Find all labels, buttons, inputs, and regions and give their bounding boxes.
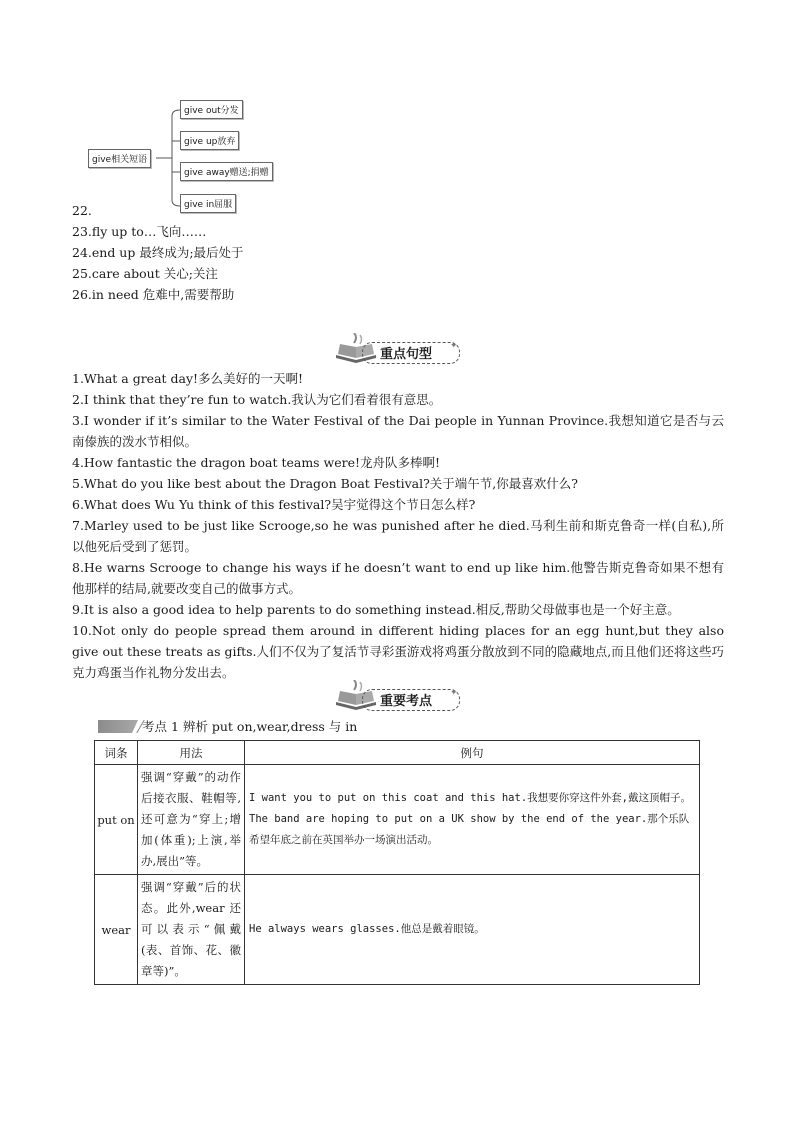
give-phrases-mindmap [88, 96, 278, 216]
sentence-2: 2.I think that they’re fun to watch.我认为它们看着很有意思。 [72, 392, 442, 407]
phrase-22: 22. [72, 203, 92, 218]
kaodian-heading [98, 720, 598, 738]
table-cell-usage: 强调“穿戴”后的状态。此外,wear 还可以表示“佩戴(表、首饰、花、徽章等)”。 [138, 875, 245, 985]
phrase-26: 26.in need 危难中,需要帮助 [72, 287, 235, 302]
section-banner-key-sentences [332, 333, 462, 367]
section-banner-key-points [332, 680, 462, 714]
sentence-3: 3.I wonder if it’s similar to the Water Festival of the Dai people in Yunnan Province.我想知道它是否与云南傣族的泼水节相似。 [72, 413, 724, 449]
sentence-4: 4.How fantastic the dragon boat teams were!龙舟队多棒啊! [72, 455, 441, 470]
section-title-key-sentences: 重点句型 [380, 347, 433, 362]
star-icon: ✦ [450, 341, 458, 351]
table-header-word: 词条 [95, 741, 138, 765]
table-row [95, 765, 700, 875]
table-header-example: 例句 [245, 741, 700, 765]
sentence-1: 1.What a great day!多么美好的一天啊! [72, 371, 304, 386]
table-header-row [95, 741, 700, 765]
mindmap-branch-give-away: give away赠送;捐赠 [180, 162, 273, 181]
phrase-25: 25.care about 关心;关注 [72, 266, 218, 281]
mindmap-root: give相关短语 [88, 149, 151, 168]
star-icon: ✦ [450, 688, 458, 698]
mindmap-branch-give-out: give out分发 [180, 100, 243, 119]
sentence-10: 10.Not only do people spread them around in different hiding places for an egg hunt,but they also give out these treats as gifts.人们不仅为了复活节寻彩蛋游戏将鸡蛋分散放到不同的隐藏地点,而且他们还将这些巧克力鸡蛋当作礼物分发出去。 [72, 623, 724, 680]
example-sentence: He always wears glasses.他总是戴着眼镜。 [249, 923, 485, 935]
sentence-5: 5.What do you like best about the Dragon Boat Festival?关于端午节,你最喜欢什么? [72, 476, 578, 491]
table-header-usage: 用法 [138, 741, 245, 765]
mindmap-branch-give-up: give up放弃 [180, 131, 239, 150]
table-row [95, 875, 700, 985]
table-cell-word: wear [95, 875, 138, 985]
kaodian-title: 考点 1 辨析 put on,wear,dress 与 in [142, 719, 358, 734]
sentence-8: 8.He warns Scrooge to change his ways if he doesn’t want to end up like him.他警告斯克鲁奇如果不想有他那样的结局,就要改变自己的做事方式。 [72, 560, 724, 596]
mindmap-branch-give-in: give in屈服 [180, 194, 236, 213]
table-cell-examples [245, 875, 700, 985]
sentence-7: 7.Marley used to be just like Scrooge,so he was punished after he died.马利生前和斯克鲁奇一样(自私),所以他死后受到了惩罚。 [72, 518, 724, 554]
table-cell-usage: 强调“穿戴”的动作后接衣服、鞋帽等,还可意为“穿上;增加(体重);上演,举办,展出”等。 [138, 765, 245, 875]
table-cell-examples [245, 765, 700, 875]
table-cell-word: put on [95, 765, 138, 875]
phrase-24: 24.end up 最终成为;最后处于 [72, 245, 244, 260]
example-sentence: The band are hoping to put on a UK show by the end of the year.那个乐队希望年底之前在英国举办一场演出活动。 [249, 813, 690, 846]
usage-table [94, 740, 700, 985]
sentence-9: 9.It is also a good idea to help parents to do something instead.相反,帮助父母做事也是一个好主意。 [72, 602, 680, 617]
example-sentence: I want you to put on this coat and this hat.我想要你穿这件外套,戴这顶帽子。 [249, 792, 691, 804]
section-title-key-points: 重要考点 [380, 694, 433, 709]
phrase-23: 23.fly up to…飞向…… [72, 224, 207, 239]
sentence-6: 6.What does Wu Yu think of this festival?吴宇觉得这个节日怎么样? [72, 497, 476, 512]
